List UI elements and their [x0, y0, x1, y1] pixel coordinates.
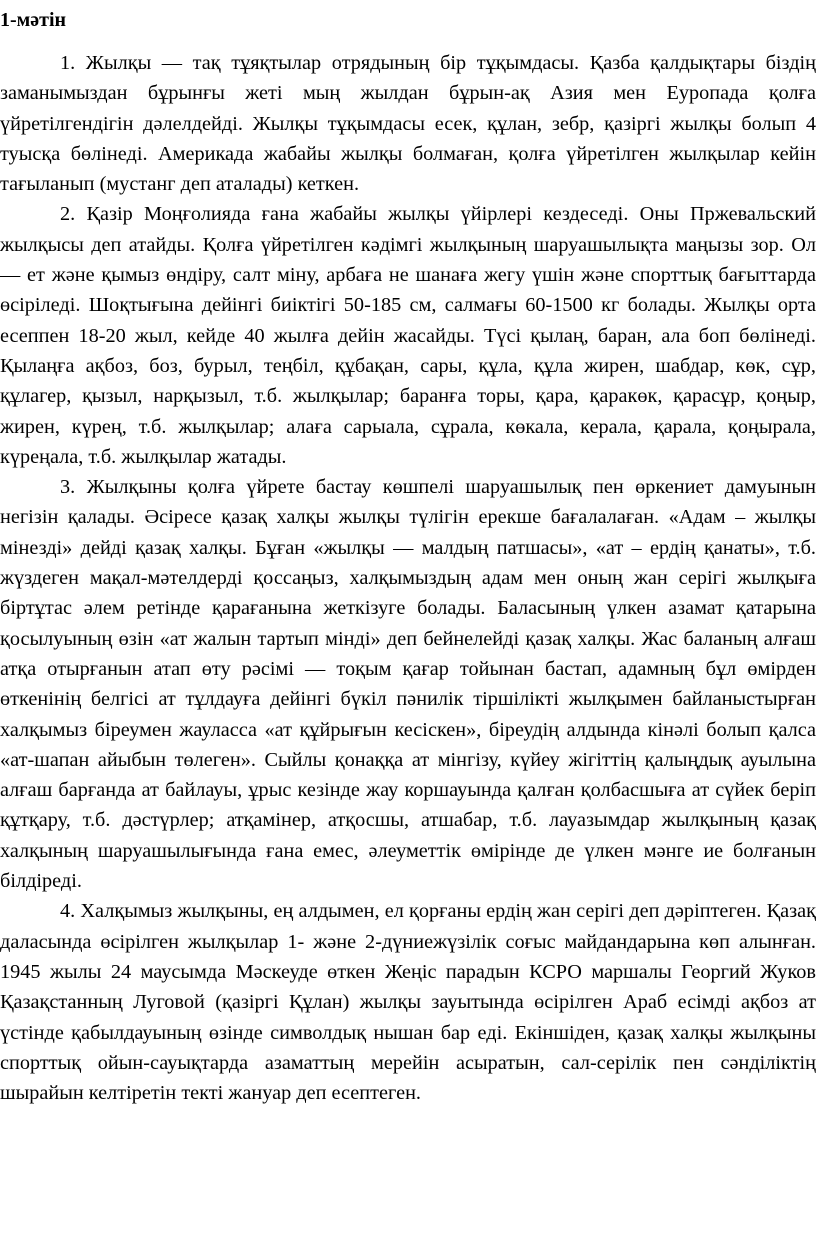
- paragraph-4: 4. Халқымыз жылқыны, ең алдымен, ел қорғаны ердің жан серігі деп дәріптеген. Қазақ даласында өсірілген жылқылар 1- және 2-дүниежүзілік соғыс майдандарына көп алынған. 1945 жылы 24 маусымда Мәскеуде өткен Жеңіс парадын КСРО маршалы Георгий Жуков Қазақстанның Луговой (қазіргі Құлан) жылқы зауытында өсірілген Араб есімді ақбоз ат үстінде қабылдауының өзінде символдық нышан бар еді. Екіншіден, қазақ халқы жылқыны спорттық ойын-сауықтарда азаматтың мерейін асыратын, сал-серілік пен сәнділіктің шырайын келтіретін текті жануар деп есептеген.: [0, 900, 816, 1105]
- paragraph-1: 1. Жылқы — тақ тұяқтылар отрядының бір тұқымдасы. Қазба қалдықтары біздің заманымыздан бұрынғы жеті мың жылдан бұрын-ақ Азия мен Еуропада қолға үйретілгендігін дәлелдейді. Жылқы тұқымдасы есек, құлан, зебр, қазіргі жылқы болып 4 туысқа бөлінеді. Америкада жабайы жылқы болмаған, қолға үйретілген жылқылар кейін тағыланып (мустанг деп аталады) кеткен.: [0, 52, 816, 196]
- paragraph-2: 2. Қазір Моңғолияда ғана жабайы жылқы үйірлері кездеседі. Оны Пржевальский жылқысы деп атайды. Қолға үйретілген кәдімгі жылқының шаруашылықта маңызы зор. Ол — ет және қымыз өндіру, салт міну, арбаға не шанаға жегу үшін және спорттық бағыттарда өсіріледі. Шоқтығына дейінгі биіктігі 50-185 см, салмағы 60-1500 кг болады. Жылқы орта есеппен 18-20 жыл, кейде 40 жылға дейін жасайды. Түсі қылаң, баран, ала боп бөлінеді. Қылаңға ақбоз, боз, бурыл, теңбіл, құбақан, сары, құла, құла жирен, шабдар, көк, сұр, құлагер, қызыл, нарқызыл, т.б. жылқылар; баранға торы, қара, қаракөк, қарасұр, қоңыр, жирен, күрең, т.б. жылқылар; алаға сарыала, сұрала, көкала, керала, қарала, қоңырала, күреңала, т.б. жылқылар жатады.: [0, 203, 816, 468]
- paragraph-3: 3. Жылқыны қолға үйрете бастау көшпелі шаруашылық пен өркениет дамуынын негізін қалады. Әсіресе қазақ халқы жылқы түлігін ерекше бағалалаған. «Адам – жылқы мінезді» дейді қазақ халқы. Бұған «жылқы — малдың патшасы», «ат – ердің қанаты», т.б. жүздеген мақал-мәтелдерді қоссаңыз, халқымыздың адам мен оның жан серігі жылқыға біртұтас әлем ретінде қарағанына жеткізуге болады. Баласының үлкен азамат қатарына қосылуының өзін «ат жалын тартып мінді» деп бейнелейді қазақ халқы. Жас баланың алғаш атқа отырғанын атап өту рәсімі — тоқым қағар тойынан бастап, адамның бұл өмірден өткенінің белгісі ат тұлдауға дейінгі бүкіл пәнилік тіршілікті жылқымен байланыстырған халқымыз біреумен жауласса «ат құйрығын кесіскен», біреудің алдында кінәлі болып қалса «ат-шапан айыбын төлеген». Сыйлы қонаққа ат мінгізу, күйеу жігіттің қалыңдық ауылына алғаш барғанда ат байлауы, ұрыс кезінде жау коршауында қалған қолбасшыға ат сүйек беріп құтқару, т.б. дәстүрлер; атқамінер, атқосшы, атшабар, т.б. лауазымдар жылқының қазақ халқының шаруашылығында ғана емес, әлеуметтік өмірінде де үлкен мәнге ие болғанын білдіреді.: [0, 476, 816, 893]
- document-title: 1-мәтін: [0, 9, 67, 31]
